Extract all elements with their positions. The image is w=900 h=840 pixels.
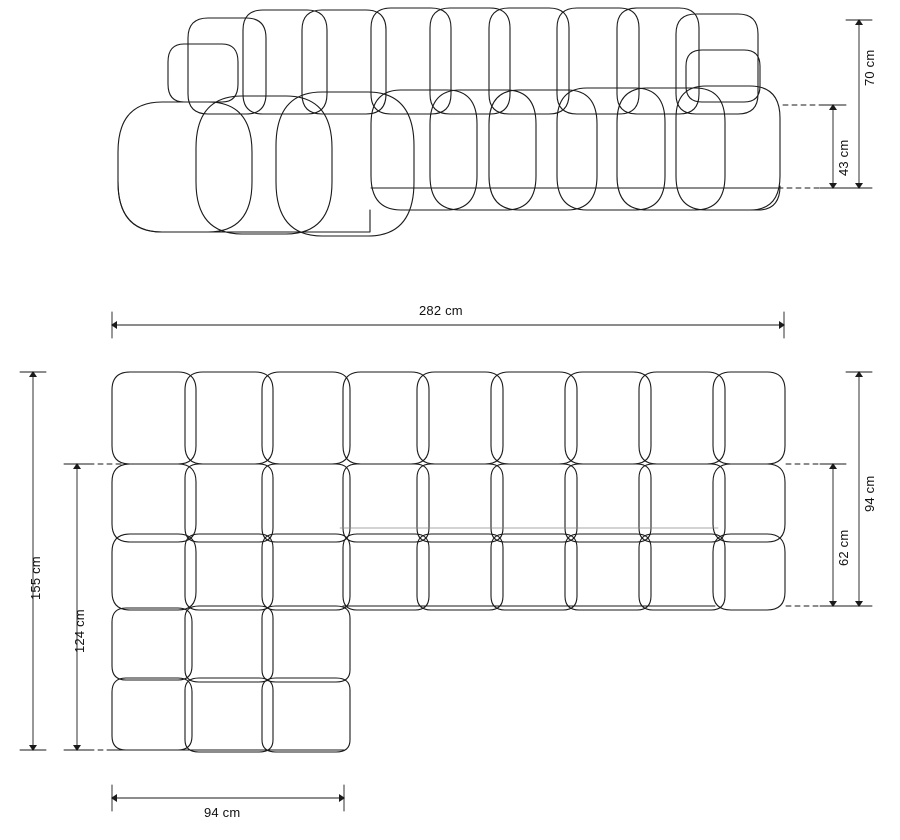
front-seat-2 bbox=[430, 90, 536, 210]
front-seat-6 bbox=[676, 86, 780, 210]
plan-back-module-7 bbox=[565, 372, 651, 464]
plan-seat-r1-1 bbox=[112, 464, 196, 542]
plan-seat-r2-9 bbox=[713, 534, 785, 610]
front-seat-chaise-2 bbox=[196, 96, 332, 234]
front-seat-1 bbox=[371, 90, 477, 210]
front-seat-4 bbox=[557, 88, 665, 210]
plan-seat-r1-8 bbox=[639, 464, 725, 542]
plan-seat-r2-1 bbox=[112, 534, 196, 610]
dimension-label-155cm: 155 cm bbox=[28, 556, 43, 600]
plan-seat-r1-9 bbox=[713, 464, 785, 542]
plan-seat-r1-5 bbox=[417, 464, 503, 542]
dimension-label-70cm: 70 cm bbox=[862, 49, 877, 86]
dimension-124cm bbox=[64, 463, 126, 751]
front-backrest-armrest-left bbox=[168, 44, 238, 102]
plan-back-module-2 bbox=[185, 372, 273, 464]
front-seat-chaise-1 bbox=[118, 102, 252, 232]
front-backrest-2 bbox=[243, 10, 327, 114]
plan-seat-r1-6 bbox=[491, 464, 577, 542]
top-plan-view bbox=[20, 312, 872, 811]
dimension-label-94cm-bottom: 94 cm bbox=[204, 805, 241, 820]
plan-chaise-r4-3 bbox=[262, 678, 350, 752]
dimension-label-124cm: 124 cm bbox=[72, 609, 87, 653]
plan-seat-r2-3 bbox=[262, 534, 350, 610]
front-backrest-4 bbox=[371, 8, 451, 114]
front-backrest-9 bbox=[676, 14, 758, 114]
plan-back-module-9 bbox=[713, 372, 785, 464]
dimension-label-94cm-right: 94 cm bbox=[862, 475, 877, 512]
plan-chaise-r3-1 bbox=[112, 608, 192, 680]
dimension-label-62cm: 62 cm bbox=[836, 529, 851, 566]
plan-back-module-8 bbox=[639, 372, 725, 464]
front-backrest-3 bbox=[302, 10, 386, 114]
plan-chaise-r4-2 bbox=[185, 678, 273, 752]
plan-seat-r1-7 bbox=[565, 464, 651, 542]
front-seat-5 bbox=[617, 88, 725, 210]
dimension-label-282cm: 282 cm bbox=[419, 303, 463, 318]
plan-seat-r1-2 bbox=[185, 464, 273, 542]
plan-chaise-r3-3 bbox=[262, 606, 350, 682]
front-elevation-view bbox=[118, 8, 872, 236]
plan-seat-r2-6 bbox=[491, 534, 577, 610]
plan-seat-r1-4 bbox=[343, 464, 429, 542]
dimension-label-43cm: 43 cm bbox=[836, 139, 851, 176]
plan-back-module-3 bbox=[262, 372, 350, 464]
plan-back-module-6 bbox=[491, 372, 577, 464]
front-backrest-1 bbox=[188, 18, 266, 114]
plan-chaise-r3-2 bbox=[185, 606, 273, 682]
plan-back-module-5 bbox=[417, 372, 503, 464]
plan-seat-r2-5 bbox=[417, 534, 503, 610]
front-backrest-armrest-right bbox=[686, 50, 760, 102]
plan-chaise-r4-1 bbox=[112, 678, 192, 750]
plan-back-module-1 bbox=[112, 372, 196, 464]
plan-seat-r2-8 bbox=[639, 534, 725, 610]
dimension-43cm bbox=[760, 104, 846, 189]
plan-seat-r2-4 bbox=[343, 534, 429, 610]
plan-seat-r2-2 bbox=[185, 534, 273, 610]
plan-seat-r1-3 bbox=[262, 464, 350, 542]
plan-seat-r2-7 bbox=[565, 534, 651, 610]
plan-back-module-4 bbox=[343, 372, 429, 464]
front-backrest-5 bbox=[430, 8, 510, 114]
